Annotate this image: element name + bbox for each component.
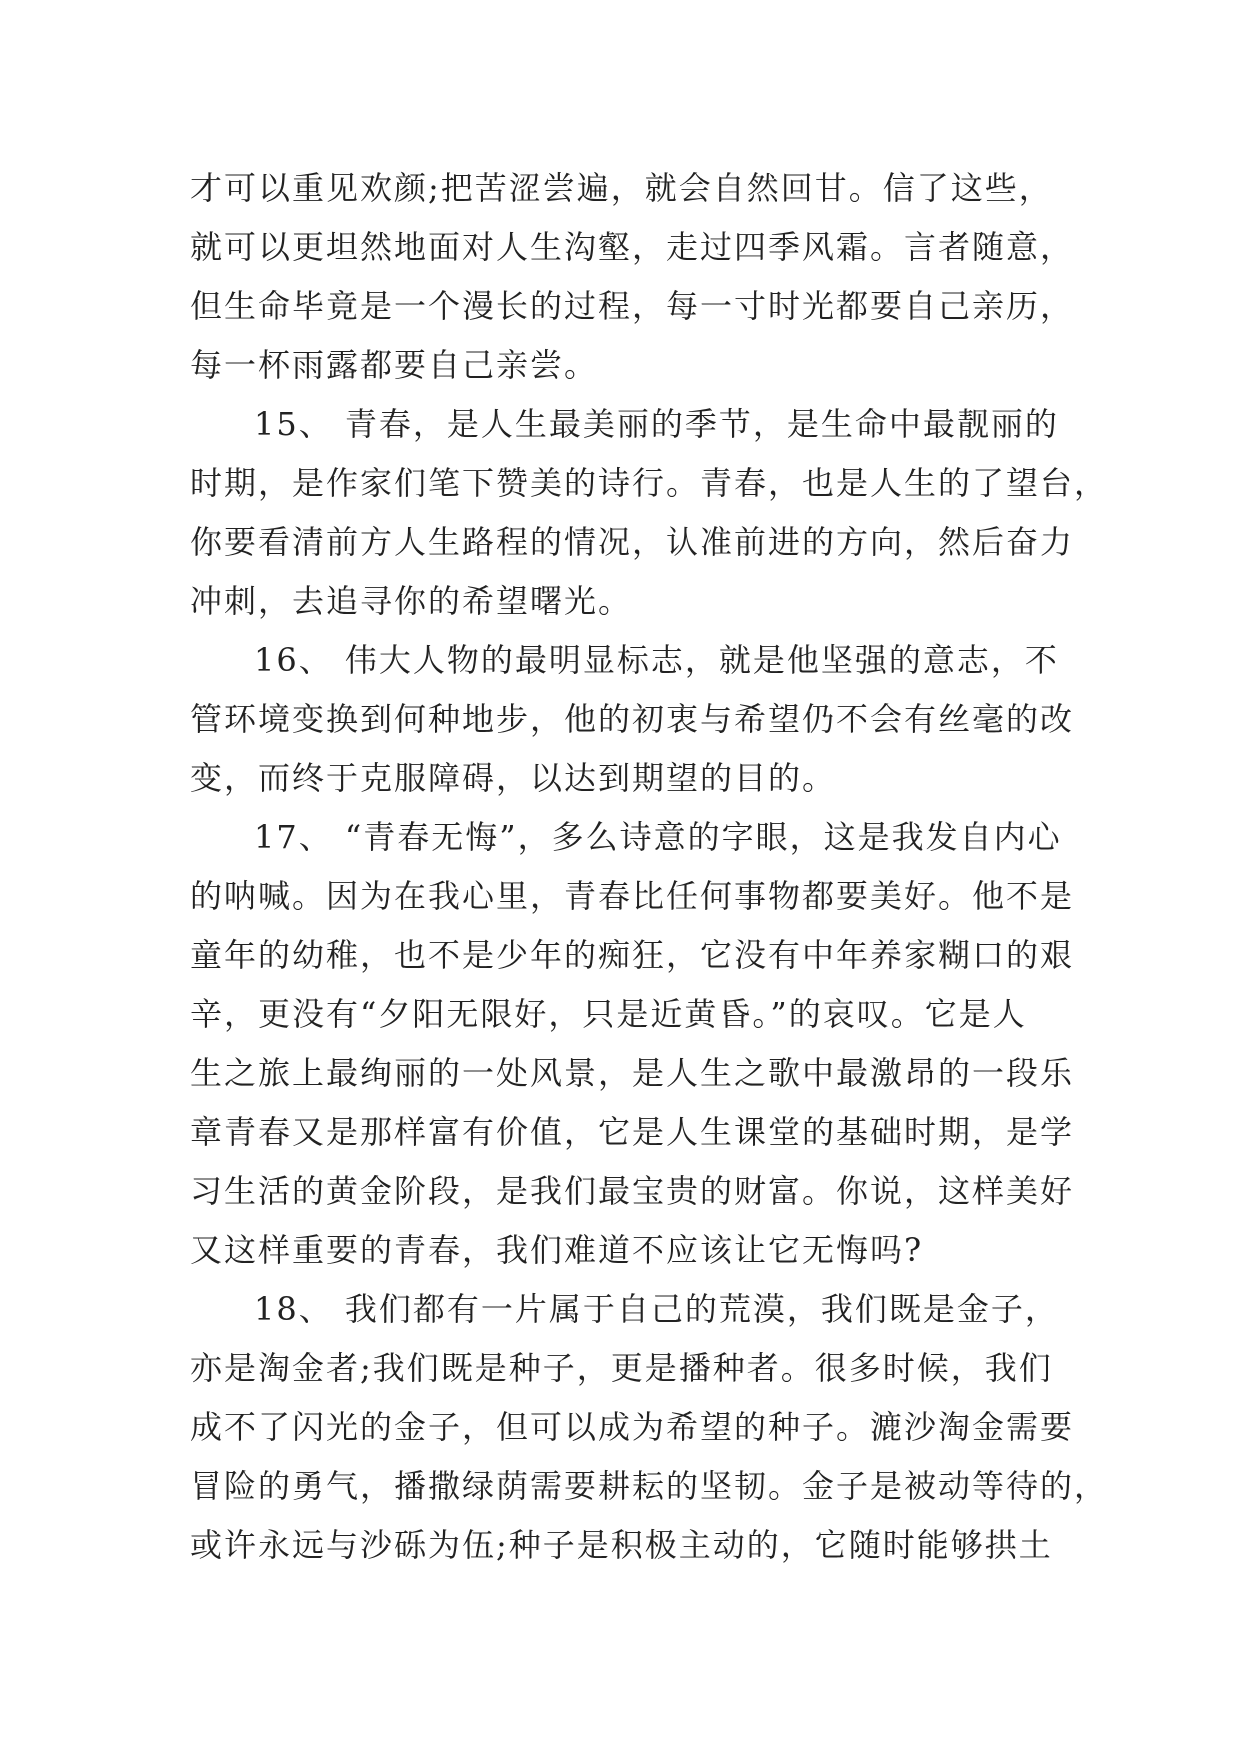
text-line: 生之旅上最绚丽的一处风景，是人生之歌中最激昂的一段乐: [190, 1054, 1075, 1092]
text-line: 16、 伟大人物的最明显标志，就是他坚强的意志，不: [254, 641, 1059, 679]
text-line: 18、 我们都有一片属于自己的荒漠，我们既是金子，: [254, 1290, 1059, 1328]
text-line: 你要看清前方人生路程的情况，认准前进的方向，然后奋力: [190, 523, 1075, 561]
text-line: 变，而终于克服障碍，以达到期望的目的。: [190, 759, 837, 797]
text-line: 管环境变换到何种地步，他的初衷与希望仍不会有丝毫的改: [190, 700, 1075, 738]
text-line: 成不了闪光的金子，但可以成为希望的种子。漉沙淘金需要: [190, 1408, 1075, 1446]
text-line: 辛，更没有“夕阳无限好，只是近黄昏。”的哀叹。它是人: [190, 995, 1027, 1033]
text-line: 每一杯雨露都要自己亲尝。: [190, 346, 599, 384]
text-line: 又这样重要的青春，我们难道不应该让它无悔吗?: [190, 1231, 924, 1269]
text-line: 亦是淘金者;我们既是种子，更是播种者。很多时候，我们: [190, 1349, 1053, 1387]
text-line: 冒险的勇气，播撒绿荫需要耕耘的坚韧。金子是被动等待的，: [190, 1467, 1109, 1505]
text-line: 或许永远与沙砾为伍;种子是积极主动的，它随时能够拱土: [190, 1526, 1053, 1564]
text-line: 但生命毕竟是一个漫长的过程，每一寸时光都要自己亲历，: [190, 287, 1075, 325]
text-line: 15、 青春，是人生最美丽的季节，是生命中最靓丽的: [254, 405, 1059, 443]
text-line: 时期，是作家们笔下赞美的诗行。青春，也是人生的了望台，: [190, 464, 1109, 502]
text-line: 就可以更坦然地面对人生沟壑，走过四季风霜。言者随意，: [190, 228, 1075, 266]
text-line: 习生活的黄金阶段，是我们最宝贵的财富。你说，这样美好: [190, 1172, 1075, 1210]
text-line: 冲刺，去追寻你的希望曙光。: [190, 582, 633, 620]
text-line: 的呐喊。因为在我心里，青春比任何事物都要美好。他不是: [190, 877, 1075, 915]
text-line: 才可以重见欢颜;把苦涩尝遍，就会自然回甘。信了这些，: [190, 169, 1053, 207]
text-line: 17、 “青春无悔”，多么诗意的字眼，这是我发自内心: [254, 818, 1062, 856]
body-text: [190, 159, 1109, 1575]
text-line: 章青春又是那样富有价值，它是人生课堂的基础时期，是学: [190, 1113, 1075, 1151]
text-line: 童年的幼稚，也不是少年的痴狂，它没有中年养家糊口的艰: [190, 936, 1075, 974]
